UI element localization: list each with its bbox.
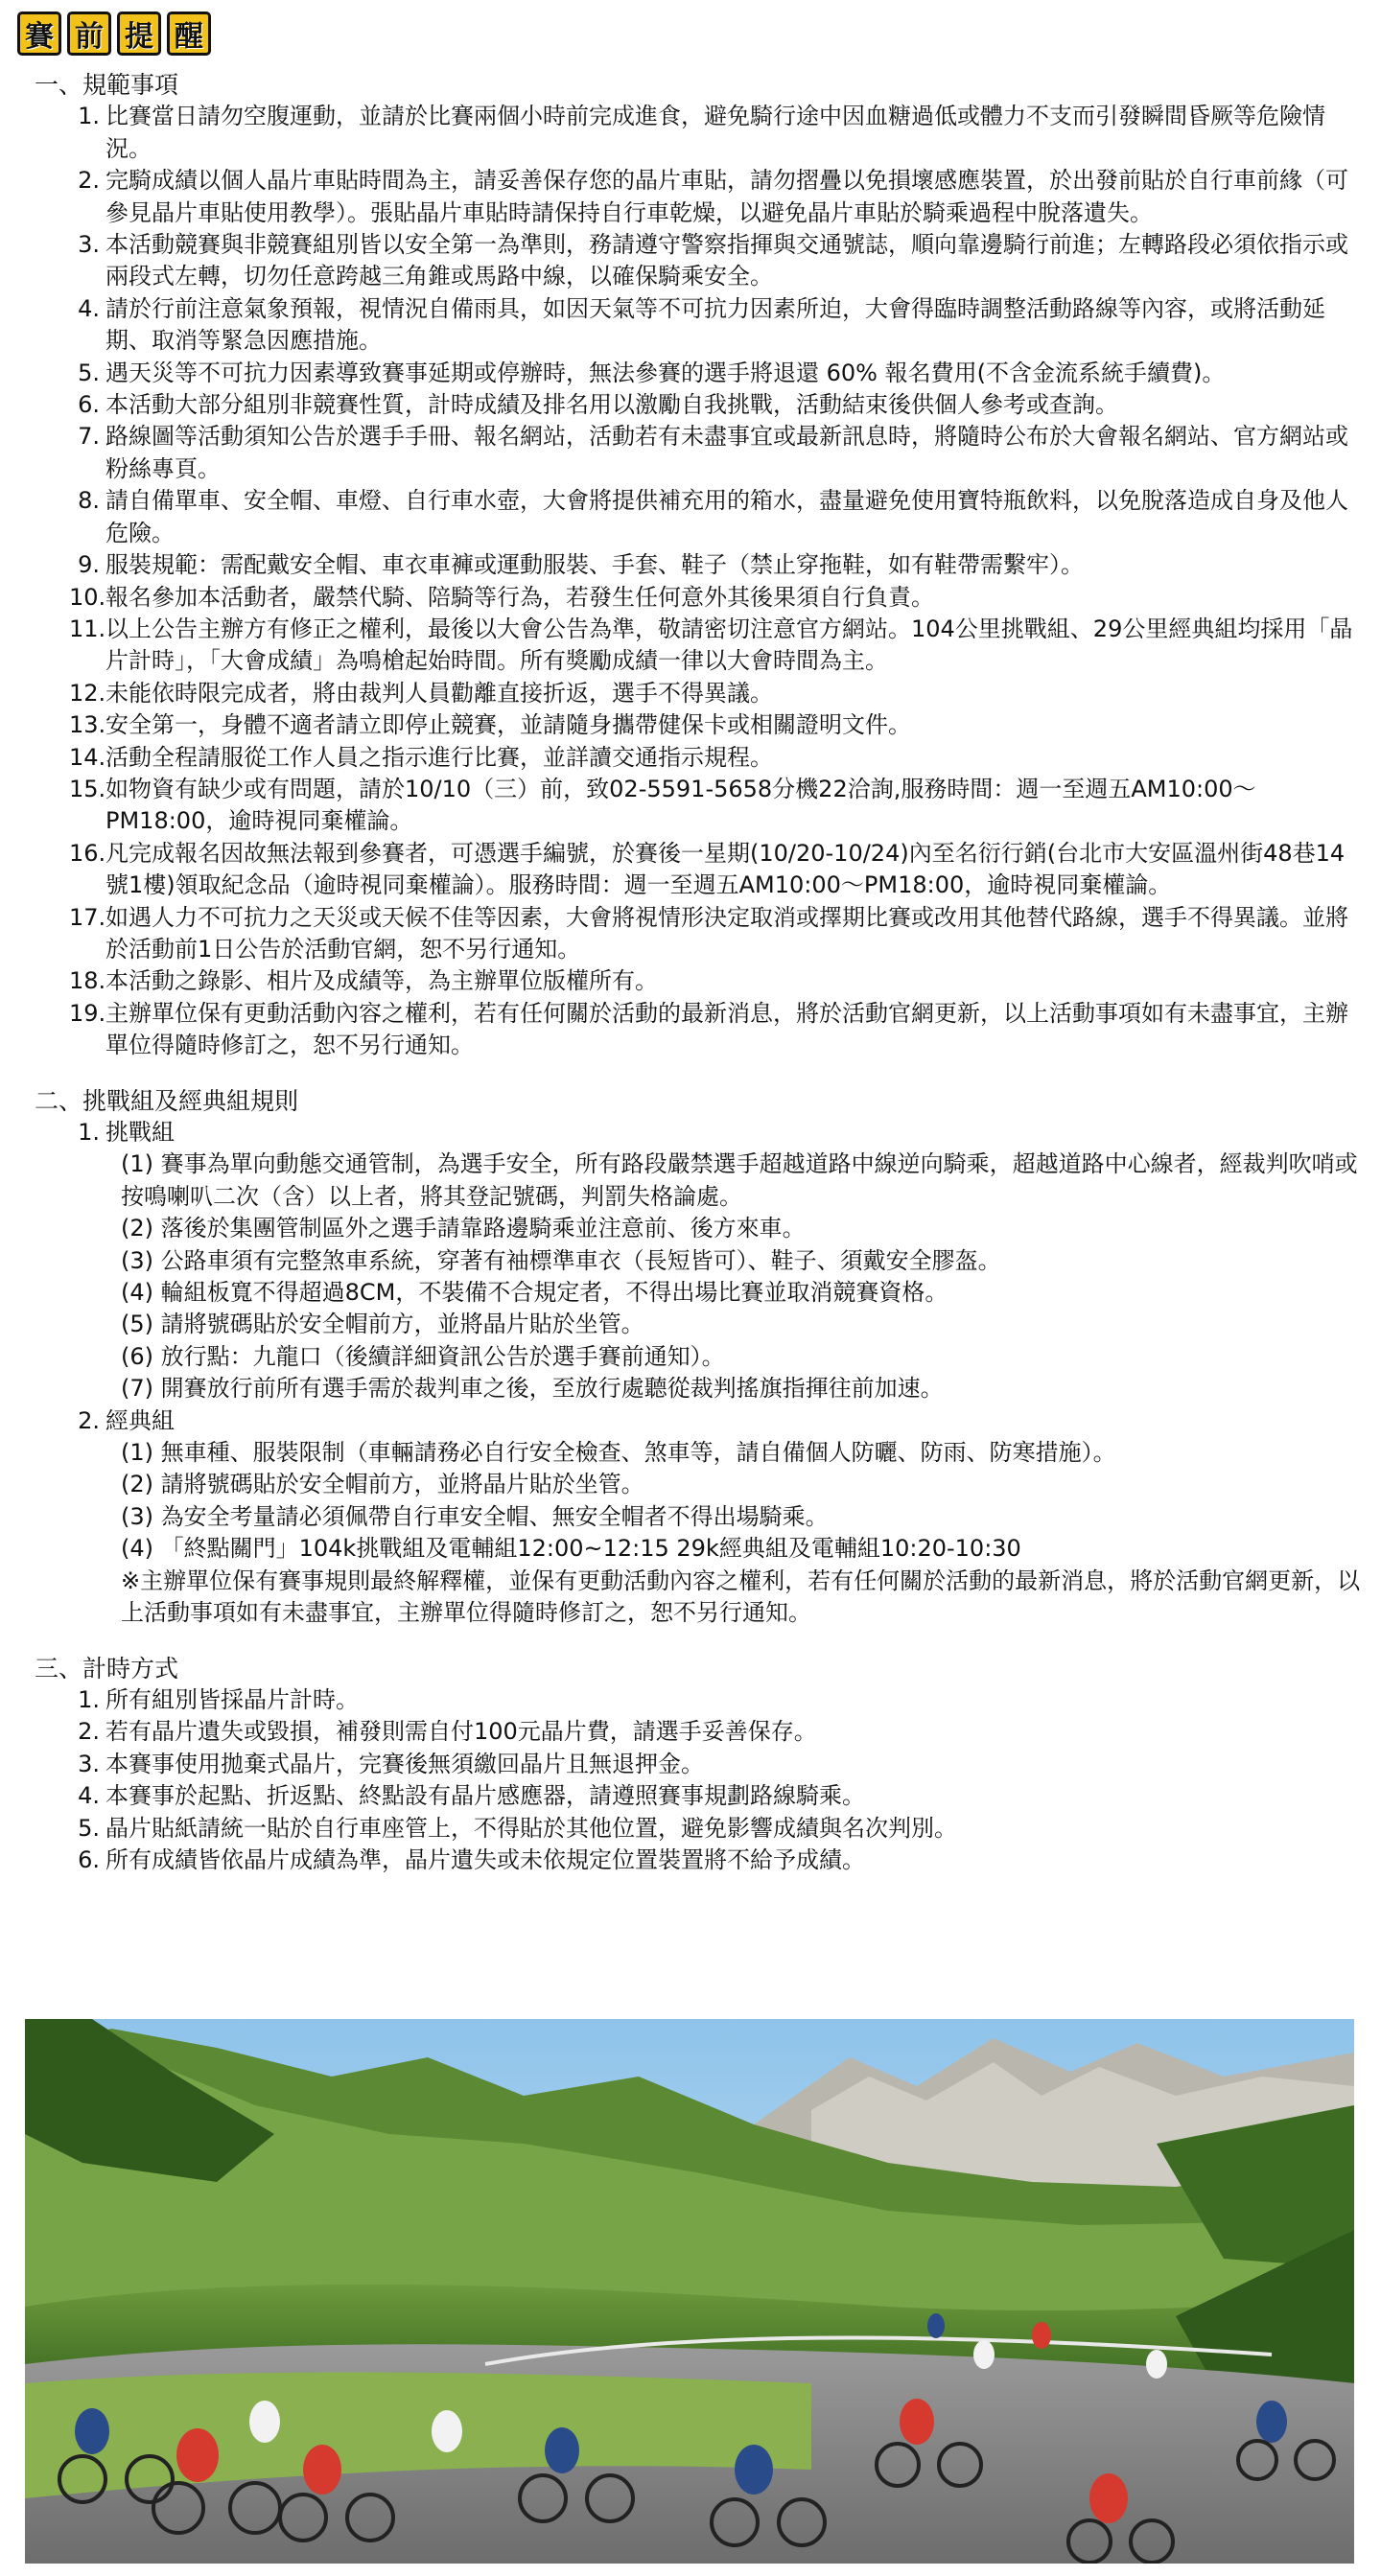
- rule-line: (5) 請將號碼貼於安全帽前方，並將晶片貼於坐管。: [121, 1311, 644, 1338]
- section-rules: [35, 69, 1368, 1062]
- list-item: 本活動之錄影、相片及成績等，為主辦單位版權所有。: [105, 967, 658, 995]
- list-item: 所有成績皆依晶片成績為準，晶片遺失或未依規定位置裝置將不給予成績。: [105, 1845, 865, 1873]
- list-item: 報名參加本活動者，嚴禁代騎、陪騎等行為，若發生任何意外其後果須自行負責。: [105, 583, 934, 611]
- list-item: 以上公告主辦方有修正之權利，最後以大會公告為準，敬請密切注意官方網站。104公里挑戰組、29公里經典組均採用「晶片計時」，「大會成績」為鳴槍起始時間。所有獎勵成績一律以大會時間為主。: [105, 615, 1353, 675]
- list-item: 完騎成績以個人晶片車貼時間為主，請妥善保存您的晶片車貼，請勿摺疊以免損壞感應裝置，於出發前貼於自行車前緣（可參見晶片車貼使用教學）。張貼晶片車貼時請保持自行車乾燥，以避免晶片車貼於騎乘過程中脫落遺失。: [105, 167, 1348, 226]
- rule-line: (7) 開賽放行前所有選手需於裁判車之後，至放行處聽從裁判搖旗指揮往前加速。: [121, 1375, 944, 1403]
- list-item: 服裝規範：需配戴安全帽、車衣車褲或運動服裝、手套、鞋子（禁止穿拖鞋，如有鞋帶需繫牢）。: [105, 551, 1084, 579]
- list-item: 遇天災等不可抗力因素導致賽事延期或停辦時，無法參賽的選手將退還 60% 報名費用(不含金流系統手續費)。: [105, 359, 1226, 386]
- rule-line: (3) 為安全考量請必須佩帶自行車安全帽、無安全帽者不得出場騎乘。: [121, 1502, 829, 1530]
- section-groups: [35, 1085, 1368, 1630]
- group-classic: [105, 1405, 1368, 1630]
- list-item: 所有組別皆採晶片計時。: [105, 1685, 359, 1713]
- rule-line: (1) 無車種、服裝限制（車輛請務必自行安全檢查、煞車等，請自備個人防曬、防雨、防寒措施）。: [121, 1439, 1116, 1467]
- rule-line: (6) 放行點：九龍口（後續詳細資訊公告於選手賽前通知）。: [121, 1342, 725, 1370]
- groups-list: [35, 1117, 1368, 1630]
- title-char: 前: [67, 12, 111, 56]
- list-item: 如遇人力不可抗力之天災或天候不佳等因素，大會將視情形決定取消或擇期比賽或改用其他替代路線，選手不得異議。並將於活動前1日公告於活動官網，恕不另行通知。: [105, 903, 1348, 963]
- list-item: 路線圖等活動須知公告於選手手冊、報名網站，活動若有未盡事宜或最新訊息時，將隨時公布於大會報名網站、官方網站或粉絲專頁。: [105, 423, 1348, 482]
- list-item: 本活動大部分組別非競賽性質，計時成績及排名用以激勵自我挑戰，活動結束後供個人參考或查詢。: [105, 391, 1118, 419]
- list-item: 請自備單車、安全帽、車燈、自行車水壺，大會將提供補充用的箱水，盡量避免使用寶特瓶飲料，以免脫落造成自身及他人危險。: [105, 487, 1348, 546]
- list-item: 凡完成報名因故無法報到參賽者，可憑選手編號，於賽後一星期(10/20-10/24)內至名衍行銷(台北市大安區溫州街48巷14號1樓)領取紀念品（逾時視同棄權論）。服務時間：週一至週五AM10:00～PM18:00，逾時視同棄權論。: [105, 839, 1346, 899]
- notice-content: [35, 69, 1368, 1899]
- rule-line: (4) 輪組板寬不得超過8CM，不裝備不合規定者，不得出場比賽並取消競賽資格。: [121, 1279, 948, 1307]
- title-char: 提: [117, 12, 161, 56]
- cyclists-mountain-photo: [25, 2019, 1354, 2564]
- list-item: 活動全程請服從工作人員之指示進行比賽，並詳讀交通指示規程。: [105, 743, 773, 771]
- section-heading: 一、規範事項: [35, 71, 179, 99]
- rule-line: (2) 落後於集團管制區外之選手請靠路邊騎乘並注意前、後方來車。: [121, 1215, 806, 1242]
- list-item: 比賽當日請勿空腹運動，並請於比賽兩個小時前完成進食，避免騎行途中因血糖過低或體力不支而引發瞬間昏厥等危險情況。: [105, 103, 1325, 162]
- page-title: [17, 12, 211, 56]
- rule-line: (2) 請將號碼貼於安全帽前方，並將晶片貼於坐管。: [121, 1471, 644, 1498]
- list-item: 本活動競賽與非競賽組別皆以安全第一為準則，務請遵守警察指揮與交通號誌，順向靠邊騎行前進；左轉路段必須依指示或兩段式左轉，切勿任意跨越三角錐或馬路中線，以確保騎乘安全。: [105, 231, 1348, 290]
- list-item: 若有晶片遺失或毀損，補發則需自付100元晶片費，請選手妥善保存。: [105, 1718, 817, 1746]
- list-item: 如物資有缺少或有問題，請於10/10（三）前，致02-5591-5658分機22洽詢,服務時間：週一至週五AM10:00～PM18:00，逾時視同棄權論。: [105, 775, 1256, 835]
- list-item: 請於行前注意氣象預報，視情況自備雨具，如因天氣等不可抗力因素所迫，大會得臨時調整活動路線等內容，或將活動延期、取消等緊急因應措施。: [105, 294, 1325, 355]
- section-timing: [35, 1653, 1368, 1877]
- rules-list: [35, 101, 1368, 1061]
- rule-note: ※主辦單位保有賽事規則最終解釋權，並保有更動活動內容之權利，若有任何關於活動的最新消息，將於活動官網更新，以上活動事項如有未盡事宜，主辦單位得隨時修訂之，恕不另行通知。: [121, 1566, 1361, 1627]
- timing-list: [35, 1684, 1368, 1876]
- list-item: 晶片貼紙請統一貼於自行車座管上，不得貼於其他位置，避免影響成績與名次判別。: [105, 1814, 957, 1842]
- rule-line: (3) 公路車須有完整煞車系統，穿著有袖標準車衣（長短皆可）、鞋子、須戴安全膠盔。: [121, 1246, 1001, 1274]
- list-item: 本賽事使用拋棄式晶片，完賽後無須繳回晶片且無退押金。: [105, 1750, 704, 1777]
- title-char: 賽: [17, 12, 61, 56]
- group-label: 經典組: [105, 1406, 175, 1434]
- title-char: 醒: [167, 12, 211, 56]
- list-item: 安全第一，身體不適者請立即停止競賽，並請隨身攜帶健保卡或相關證明文件。: [105, 711, 911, 739]
- rule-line: (1) 賽事為單向動態交通管制，為選手安全，所有路段嚴禁選手超越道路中線逆向騎乘，超越道路中心線者，經裁判吹哨或按鳴喇叭二次（含）以上者，將其登記號碼，判罰失格論處。: [121, 1150, 1358, 1210]
- section-heading: 二、挑戰組及經典組規則: [35, 1086, 299, 1115]
- list-item: 本賽事於起點、折返點、終點設有晶片感應器，請遵照賽事規劃路線騎乘。: [105, 1782, 865, 1810]
- group-challenge: [105, 1117, 1368, 1405]
- rule-line: (4) 「終點關門」104k挑戰組及電輔組12:00~12:15 29k經典組及電輔組10:20-10:30: [121, 1535, 1021, 1563]
- section-heading: 三、計時方式: [35, 1654, 179, 1683]
- list-item: 主辦單位保有更動活動內容之權利，若有任何關於活動的最新消息，將於活動官網更新，以上活動事項如有未盡事宜，主辦單位得隨時修訂之，恕不另行通知。: [105, 999, 1348, 1059]
- group-label: 挑戰組: [105, 1119, 175, 1146]
- list-item: 未能依時限完成者，將由裁判人員勸離直接折返，選手不得異議。: [105, 679, 773, 707]
